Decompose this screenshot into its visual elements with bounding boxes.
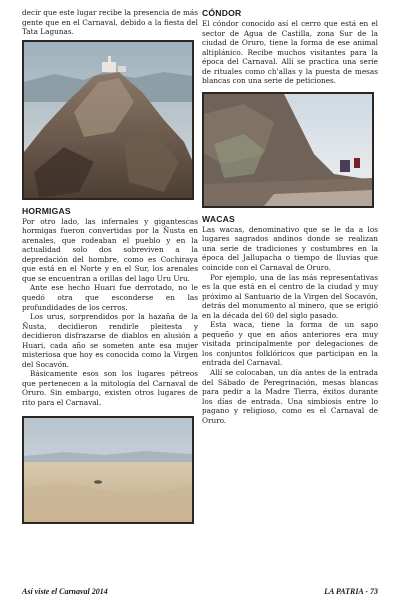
wacas-paragraph-1: Las wacas, denominativo que se le da a los lugares sagrados andinos donde se realizan una serie de tradiciones y costumbres en la época del Jallupacha o tiempo de lluvias que coincide con el Carnaval de Oruro. — [202, 224, 378, 273]
condor-heading: CÓNDOR — [202, 8, 242, 18]
left-column — [22, 8, 198, 530]
wacas-paragraph-3: Esta waca, tiene la forma de un sapo pequeño y que en años anteriores era muy visitada principalmente por delegaciones de los conjuntos folklóricos que participan en la entrada del Carnaval. — [202, 320, 378, 368]
rocky-hill-image — [24, 42, 192, 198]
intro-paragraph: decir que este lugar recibe la presencia de más gente que en el Carnaval, debido a la fiesta del Tata Lagunas. — [22, 8, 198, 37]
hormigas-paragraph-1: Por otro lado, las infernales y gigantescas hormigas fueron convertidas por la Ñusta en arenales, que rodeaban el pueblo y en la actualidad solo dos sobreviven a la depredación del hombre, como es Cochiraya que está en el Norte y en el Sur, los arenales que se encuentran a orillas del lago Uru Uru. — [22, 216, 198, 283]
photo-rocky-hill-chapel — [22, 40, 194, 200]
wacas-paragraph-4: Allí se colocaban, un día antes de la entrada del Sábado de Peregrinación, mesas blancas para pedir a la Madre Tierra, éxitos durante los días de entrada. Una simbiosis entre lo pagano y religioso, como es el Carnaval de Oruro. — [202, 368, 378, 425]
page-footer — [22, 587, 378, 596]
sand-dunes-image — [24, 418, 192, 522]
hormigas-paragraph-3: Los urus, sorprendidos por la hazaña de la Ñusta, decidieron rendirle pleitesta y decidieron disfrazarse de diablos en alusión a Huari, cada año se someten ante esa mujer misteriosa que hoy es conocida como la Virgen del Socavón. — [22, 312, 198, 369]
photo-sand-dunes — [22, 416, 194, 524]
hormigas-paragraph-2: Ante ese hecho Huari fue derrotado, no le quedó otra que esconderse en las profundidades de los cerros. — [22, 283, 198, 312]
photo-condor-rock — [202, 92, 374, 208]
right-column — [202, 8, 378, 425]
footer-publication-title: Así viste el Carnaval 2014 — [22, 587, 108, 596]
condor-rock-image — [204, 94, 372, 206]
wacas-heading: WACAS — [202, 213, 235, 224]
hormigas-paragraph-4: Básicamente esos son los lugares pétreos que pertenecen a la mitología del Carnaval de Oruro. Sin embargo, existen otros lugares de rito para el Carnaval. — [22, 369, 198, 408]
condor-paragraph-1: El cóndor conocido así el cerro que está en el sector de Agua de Castilla, zona Sur de la ciudad de Oruro, tiene la forma de ese animal altiplánico. Recibe muchos visitantes para la época del Carnaval. Allí se practica una serie de rituales como ch'allas y la puesta de mesas blancas con una serie de peticiones. — [202, 19, 378, 86]
wacas-paragraph-2: Por ejemplo, una de las más representativas es la que está en el centro de la ciudad y muy próximo al Santuario de la Virgen del Socavón, detrás del monumento al minero, que se erigió en la década del 60 del siglo pasado. — [202, 272, 378, 320]
hormigas-heading: HORMIGAS — [22, 205, 71, 216]
footer-page-number: LA PATRIA - 73 — [324, 587, 378, 596]
